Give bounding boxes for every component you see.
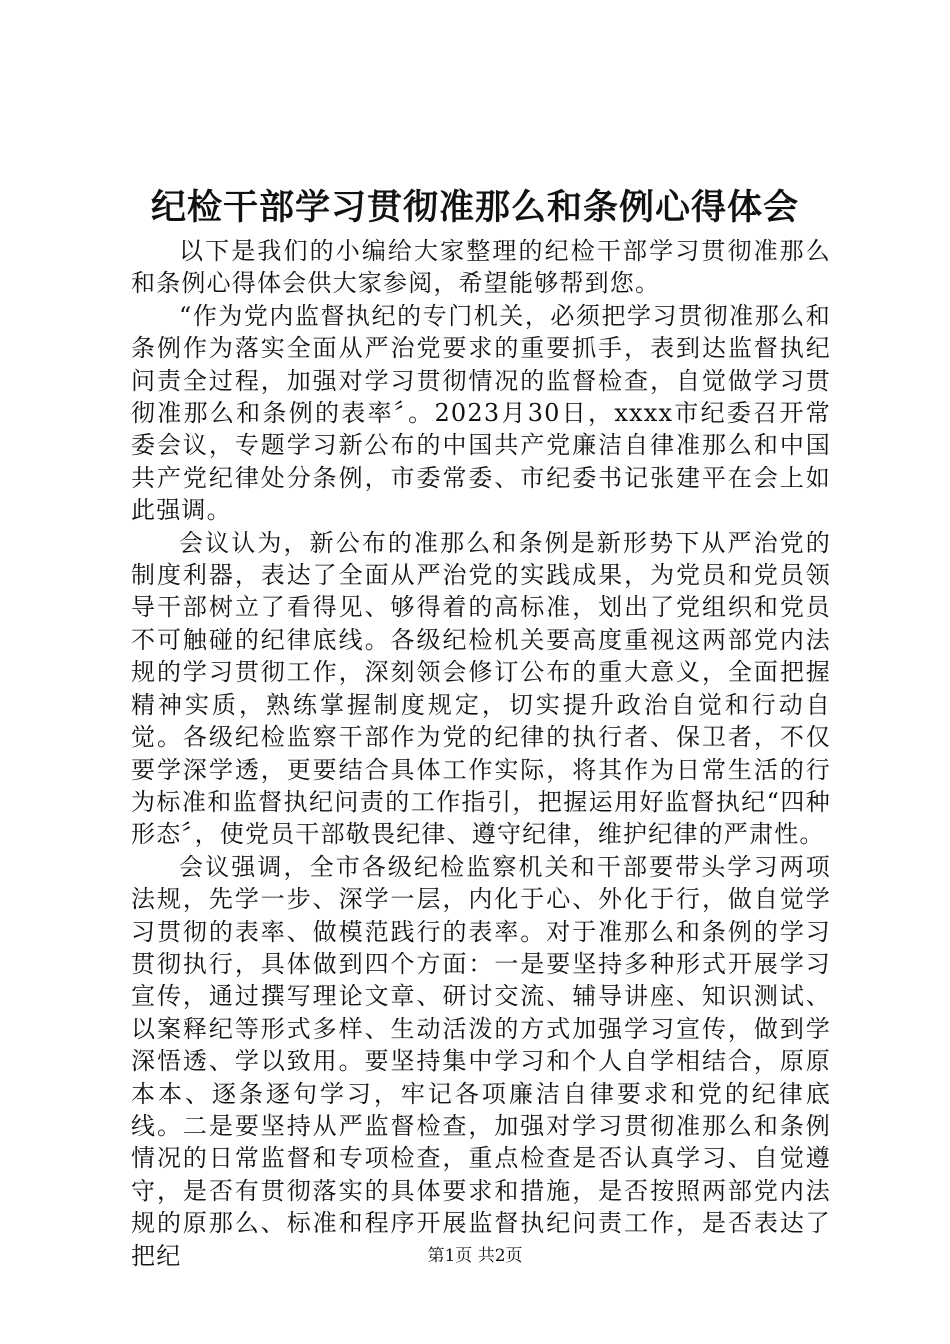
paragraph-intro: 以下是我们的小编给大家整理的纪检干部学习贯彻准那么和条例心得体会供大家参阅，希望能够帮到您。 [131,237,831,298]
page-footer: 第1页 共2页 [427,1246,523,1266]
document-body [131,235,831,1272]
paragraph-quote: “作为党内监督执纪的专门机关，必须把学习贯彻准那么和条例作为落实全面从严治党要求的重要抓手，表到达监督执纪问责全过程，加强对学习贯彻情况的监督检查，自觉做学习贯彻准那么和条例的表率〞。2023月30日，xxxx市纪委召开常委会议，专题学习新公布的中国共产党廉洁自律准那么和中国共产党纪律处分条例，市委常委、市纪委书记张建平在会上如此强调。 [131,301,831,525]
paragraph-meeting-view: 会议认为，新公布的准那么和条例是新形势下从严治党的制度利器，表达了全面从严治党的实践成果，为党员和党员领导干部树立了看得见、够得着的高标准，划出了党组织和党员不可触碰的纪律底线。各级纪检机关要高度重视这两部党内法规的学习贯彻工作，深刻领会修订公布的重大意义，全面把握精神实质，熟练掌握制度规定，切实提升政治自觉和行动自觉。各级纪检监察干部作为党的纪律的执行者、保卫者，不仅要学深学透，更要结合具体工作实际，将其作为日常生活的行为标准和监督执纪问责的工作指引，把握运用好监督执纪“四种形态〞，使党员干部敬畏纪律、遵守纪律，维护纪律的严肃性。 [131,528,831,849]
document-title: 纪检干部学习贯彻准那么和条例心得体会 [150,187,799,228]
paragraph-meeting-emphasis: 会议强调，全市各级纪检监察机关和干部要带头学习两项法规，先学一步、深学一层，内化于心、外化于行，做自觉学习贯彻的表率、做模范践行的表率。对于准那么和条例的学习贯彻执行，具体做到四个方面：一是要坚持多种形式开展学习宣传，通过撰写理论文章、研讨交流、辅导讲座、知识测试、以案释纪等形式多样、生动活泼的方式加强学习宣传，做到学深悟透、学以致用。要坚持集中学习和个人自学相结合，原原本本、逐条逐句学习，牢记各项廉洁自律要求和党的纪律底线。二是要坚持从严监督检查，加强对学习贯彻准那么和条例情况的日常监督和专项检查，重点检查是否认真学习、自觉遵守，是否有贯彻落实的具体要求和措施，是否按照两部党内法规的原那么、标准和程序开展监督执纪问责工作，是否表达了把纪 [131,852,831,1270]
